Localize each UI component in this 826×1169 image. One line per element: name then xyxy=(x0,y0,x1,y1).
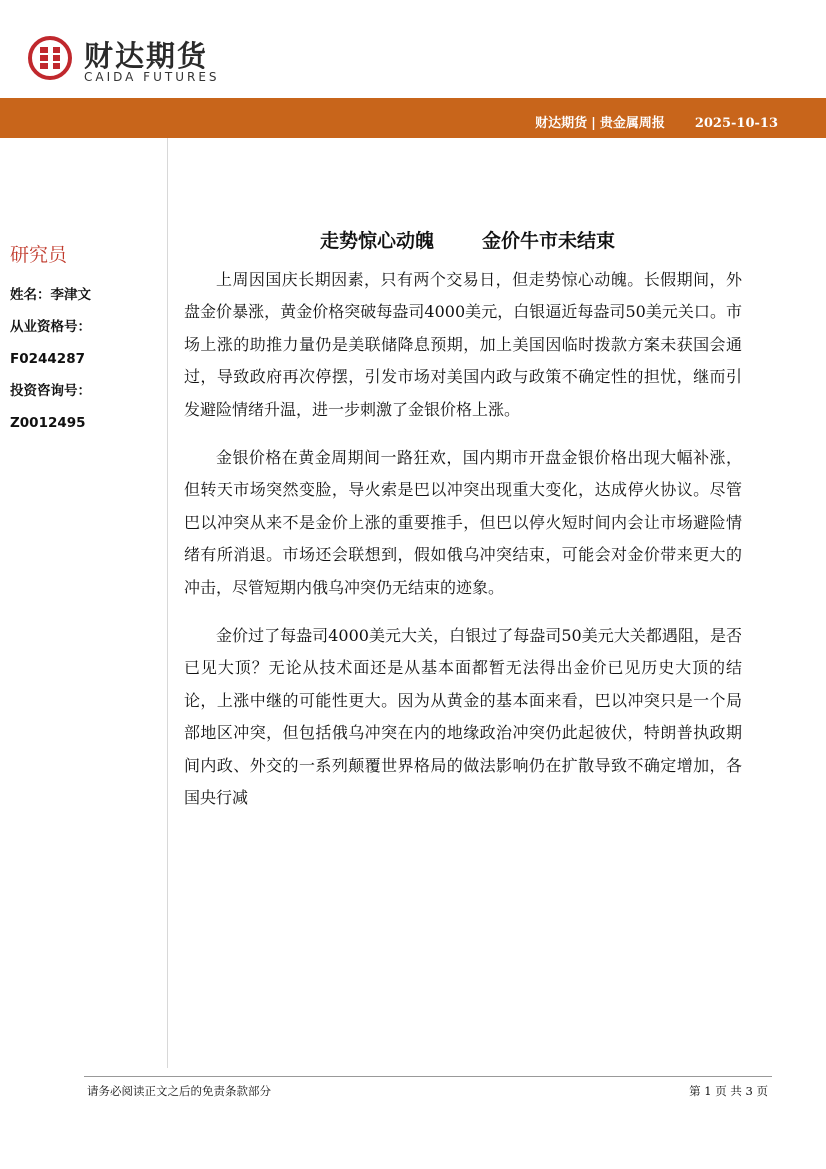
footer-rule xyxy=(84,1076,772,1077)
title-part-1: 走势惊心动魄 xyxy=(320,230,435,252)
researcher-name: 姓名：李津文 xyxy=(10,287,91,303)
caida-logo-icon xyxy=(28,36,72,80)
header-org: 财达期货 xyxy=(535,116,588,131)
license-number: F0244287 xyxy=(10,351,85,367)
header-band-text xyxy=(535,112,778,131)
paragraph: 金价过了每盎司4000美元大关，白银过了每盎司50美元大关都遇阻，是否已见大顶？无论从技术面还是从基本面都暂无法得出金价已见历史大顶的结论，上涨中继的可能性更大。因为从黄金的基本面来看，巴以冲突只是一个局部地区冲突，但包括俄乌冲突在内的地缘政治冲突仍此起彼伏，特朗普执政期间内政、外交的一系列颠覆世界格局的做法影响仍在扩散导致不确定增加，各国央行减 xyxy=(184,626,742,808)
advisory-label: 投资咨询号： xyxy=(10,383,91,399)
paragraph: 金银价格在黄金周期间一路狂欢，国内期市开盘金银价格出现大幅补涨，但转天市场突然变脸，导火索是巴以冲突出现重大变化，达成停火协议。尽管巴以冲突从来不是金价上涨的重要推手，但巴以停火短时间内会让市场避险情绪有所消退。市场还会联想到，假如俄乌冲突结束，可能会对金价带来更大的冲击，尽管短期内俄乌冲突仍无结束的迹象。 xyxy=(184,448,742,597)
sidebar-divider xyxy=(167,138,168,1068)
license-label: 从业资格号： xyxy=(10,319,91,335)
footer-disclaimer: 请务必阅读正文之后的免责条款部分 xyxy=(87,1084,271,1098)
brand-name-en: CAIDA FUTURES xyxy=(84,70,220,84)
article-body xyxy=(184,264,742,831)
brand-name-cn: 财达期货 xyxy=(84,39,209,73)
title-part-2: 金价牛市未结束 xyxy=(482,230,616,252)
header-date: 2025-10-13 xyxy=(694,116,778,131)
page-number: 第 1 页 共 3 页 xyxy=(689,1084,768,1098)
advisory-number: Z0012495 xyxy=(10,415,86,431)
article-title xyxy=(320,226,615,253)
researcher-role: 研究员 xyxy=(10,244,68,266)
page-header xyxy=(0,0,826,98)
paragraph: 上周因国庆长期因素，只有两个交易日，但走势惊心动魄。长假期间，外盘金价暴涨，黄金价格突破每盎司4000美元，白银逼近每盎司50美元关口。市场上涨的助推力量仍是美联储降息预期，加上美国因临时拨款方案未获国会通过，导致政府再次停摆，引发市场对美国内政与政策不确定性的担忧，继而引发避险情绪升温，进一步刺激了金银价格上涨。 xyxy=(184,270,742,419)
header-report-type: 贵金属周报 xyxy=(599,116,665,131)
header-separator: | xyxy=(591,116,596,131)
sidebar xyxy=(10,240,160,439)
